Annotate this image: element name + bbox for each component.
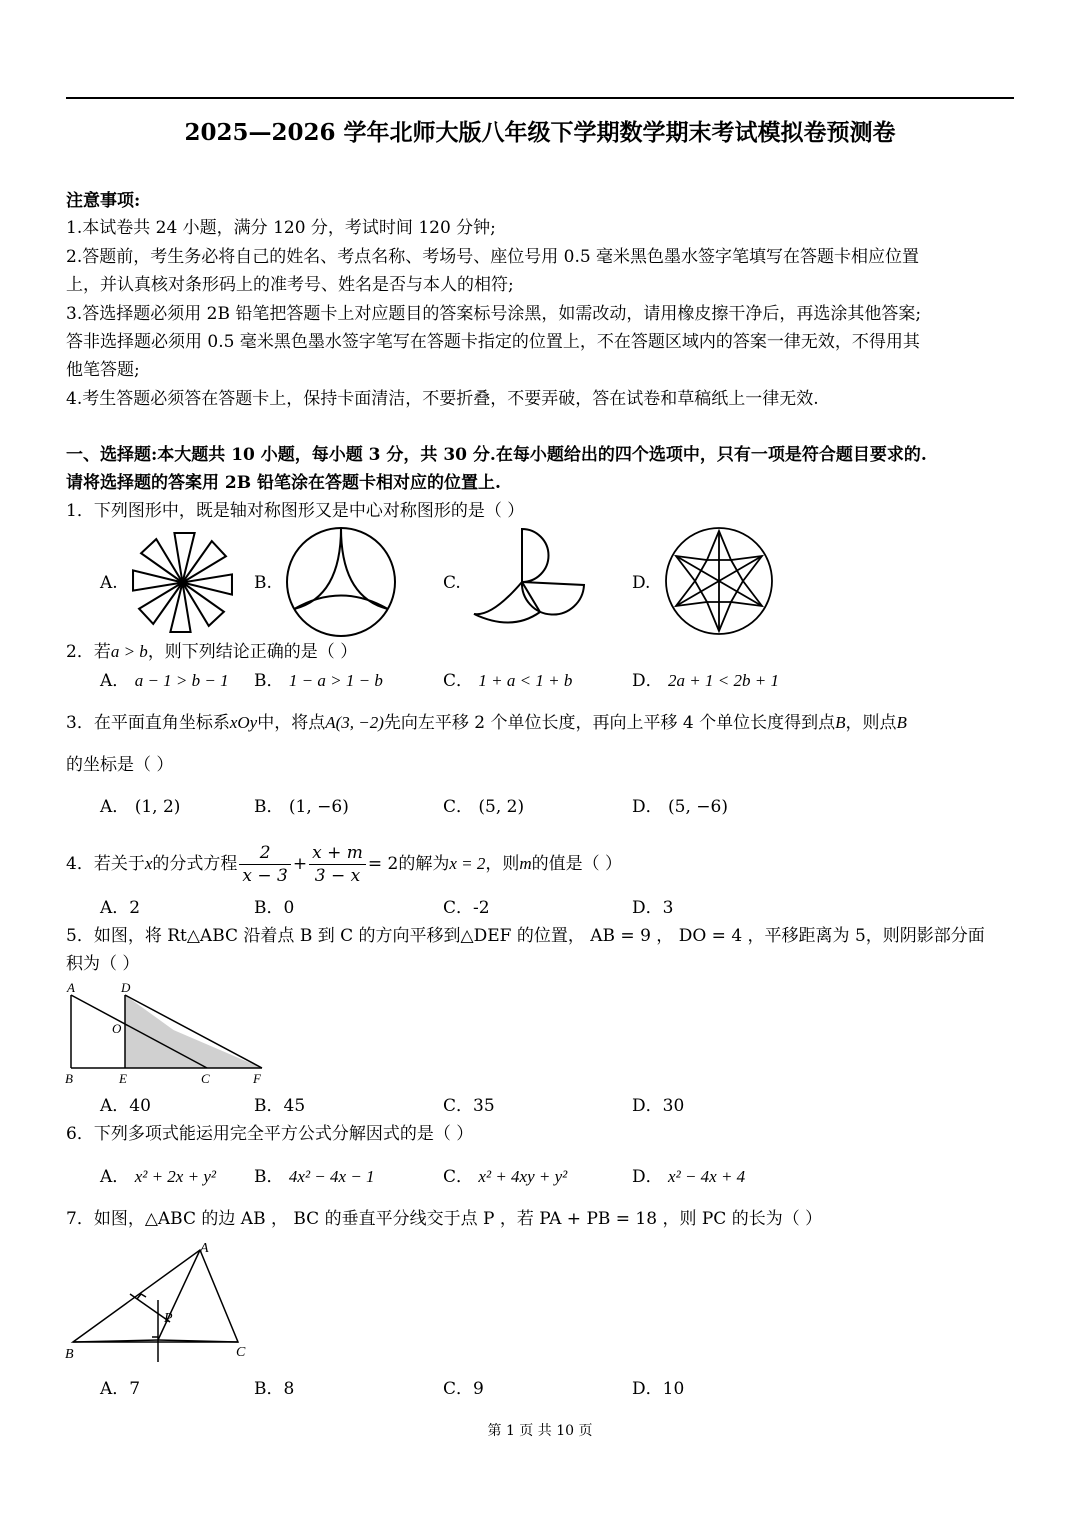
section-heading: 请将选择题的答案用 2B 铅笔涂在答题卡相对应的位置上. xyxy=(66,473,501,493)
option-label: B. xyxy=(254,573,272,593)
point-label-b: B xyxy=(65,1071,73,1086)
fraction: $\frac{2}{x - 3}$ xyxy=(239,842,290,887)
point-label-d: D xyxy=(121,980,131,995)
option-b: B．0 xyxy=(254,898,295,918)
option-d: D．10 xyxy=(632,1379,685,1399)
point-label-c: C xyxy=(201,1071,210,1086)
six-point-star-in-circle-figure xyxy=(664,526,774,636)
option-d: D． x² − 4x + 4 xyxy=(632,1167,746,1187)
option-b: B． 1 − a > 1 − b xyxy=(254,671,383,691)
question-2-stem: 2．若a > b，则下列结论正确的是（ ） xyxy=(66,642,358,662)
option-c: C． x² + 4xy + y² xyxy=(443,1167,568,1187)
fraction: $\frac{x + m}{3 - x}$ xyxy=(309,842,366,887)
three-blade-fan-figure xyxy=(472,527,587,637)
option-a: A．40 xyxy=(100,1096,151,1116)
option-a: A． (1, 2) xyxy=(100,797,181,817)
notes-line: 3.答选择题必须用 2B 铅笔把答题卡上对应题目的答案标号涂黑，如需改动，请用橡皮擦干净后，再选涂其他答案; xyxy=(66,304,922,324)
point-label-b: B xyxy=(65,1347,74,1362)
notes-line: 4.考生答题必须答在答题卡上，保持卡面清洁，不要折叠，不要弄破，答在试卷和草稿纸上一律无效. xyxy=(66,389,819,409)
point-label-p: P xyxy=(164,1311,173,1326)
question-5-stem: 5．如图，将 Rt△ABC 沿着点 B 到 C 的方向平移到△DEF 的位置， AB = 9 ， DO = 4 ，平移距离为 5，则阴影部分面 xyxy=(66,926,985,946)
question-1-stem: 1．下列图形中，既是轴对称图形又是中心对称图形的是（ ） xyxy=(66,501,525,521)
notes-heading: 注意事项: xyxy=(66,191,141,211)
question-3-stem: 3．在平面直角坐标系xOy中，将点A(3, −2)先向左平移 2 个单位长度，再向上平移 4 个单位长度得到点B，则点B xyxy=(66,713,907,733)
option-a: A．7 xyxy=(100,1379,141,1399)
notes-line: 答非选择题必须用 0.5 毫米黑色墨水签字笔写在答题卡指定的位置上，不在答题区域内的答案一律无效，不得用其 xyxy=(66,332,920,352)
option-label: D. xyxy=(632,573,651,593)
option-c: C．35 xyxy=(443,1096,495,1116)
option-b: B． 4x² − 4x − 1 xyxy=(254,1167,375,1187)
question-7-stem: 7．如图，△ABC 的边 AB ， BC 的垂直平分线交于点 P ，若 PA + PB = 18 ，则 PC 的长为（ ） xyxy=(66,1209,823,1229)
page-title: 2025—2026 学年北师大版八年级下学期数学期末考试模拟卷预测卷 xyxy=(184,119,896,146)
curved-triangle-in-circle-figure xyxy=(285,526,397,638)
question-3-stem-cont: 的坐标是（ ） xyxy=(66,755,174,775)
option-a: A． x² + 2x + y² xyxy=(100,1167,216,1187)
option-c: C．9 xyxy=(443,1379,484,1399)
point-label-e: E xyxy=(119,1071,127,1086)
point-label-c: C xyxy=(236,1345,246,1360)
question-4-stem: 4．若关于x的分式方程 $\frac{2}{x - 3}$ + $\frac{x + m}{3 - x}$ = 2的解为x = 2，则m的值是（ ） xyxy=(66,843,623,886)
notes-line: 他笔答题; xyxy=(66,360,140,380)
option-a: A． a − 1 > b − 1 xyxy=(100,671,229,691)
option-d: D．3 xyxy=(632,898,674,918)
option-a: A．2 xyxy=(100,898,141,918)
option-d: D． (5, −6) xyxy=(632,797,728,817)
question-6-stem: 6．下列多项式能运用完全平方公式分解因式的是（ ） xyxy=(66,1124,474,1144)
point-label-a: A xyxy=(67,980,75,995)
notes-line: 1.本试卷共 24 小题，满分 120 分，考试时间 120 分钟; xyxy=(66,218,496,238)
header-rule xyxy=(66,97,1014,99)
option-b: B． (1, −6) xyxy=(254,797,349,817)
option-b: B．8 xyxy=(254,1379,295,1399)
option-d: D． 2a + 1 < 2b + 1 xyxy=(632,671,779,691)
point-label-o: O xyxy=(112,1021,122,1036)
option-c: C． (5, 2) xyxy=(443,797,525,817)
page-footer: 第 1 页 共 10 页 xyxy=(487,1423,593,1439)
option-d: D．30 xyxy=(632,1096,685,1116)
option-c: C．-2 xyxy=(443,898,490,918)
option-label: C. xyxy=(443,573,461,593)
option-c: C． 1 + a < 1 + b xyxy=(443,671,573,691)
perpendicular-bisector-figure xyxy=(60,1240,260,1365)
point-label-a: A xyxy=(200,1241,209,1256)
question-5-stem-cont: 积为（ ） xyxy=(66,954,140,974)
option-label: A. xyxy=(100,573,118,593)
notes-line: 上，并认真核对条形码上的准考号、姓名是否与本人的相符; xyxy=(66,275,514,295)
option-b: B．45 xyxy=(254,1096,306,1116)
point-label-f: F xyxy=(253,1071,261,1086)
section-heading: 一、选择题:本大题共 10 小题，每小题 3 分，共 30 分.在每小题给出的四个选项中，只有一项是符合题目要求的. xyxy=(66,445,927,465)
translated-triangle-figure xyxy=(60,980,275,1088)
pinwheel-figure xyxy=(130,530,235,635)
notes-line: 2.答题前，考生务必将自己的姓名、考点名称、考场号、座位号用 0.5 毫米黑色墨水签字笔填写在答题卡相应位置 xyxy=(66,247,920,267)
